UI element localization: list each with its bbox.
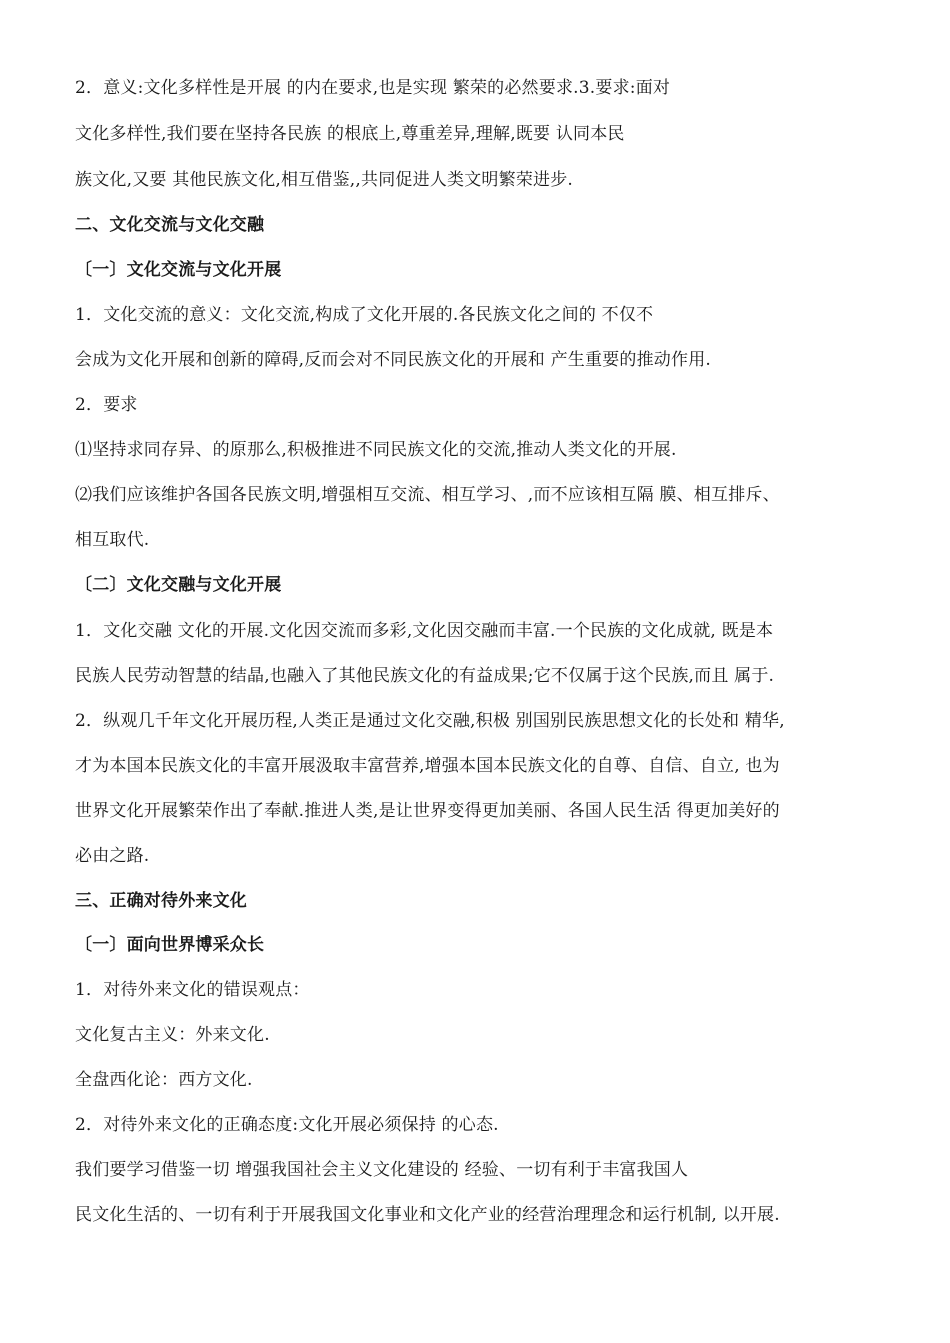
text-line: 才为本国本民族文化的丰富开展汲取丰富营养,增强本国本民族文化的自尊、自信、自立, 也为 <box>75 756 780 776</box>
text-line: 1．文化交融 文化的开展.文化因交流而多彩,文化因交融而丰富.一个民族的文化成就, 既是本 <box>75 621 774 641</box>
text-line: 族文化,又要 其他民族文化,相互借鉴,,共同促进人类文明繁荣进步. <box>75 170 574 190</box>
text-line: ⑴坚持求同存异、的原那么,积极推进不同民族文化的交流,推动人类文化的开展. <box>75 440 677 460</box>
text-line: 会成为文化开展和创新的障碍,反而会对不同民族文化的开展和 产生重要的推动作用. <box>75 350 712 370</box>
text-line: 文化复古主义：外来文化. <box>75 1025 270 1045</box>
text-line: 1．文化交流的意义：文化交流,构成了文化开展的.各民族文化之间的 不仅不 <box>75 305 654 325</box>
text-line: ⑵我们应该维护各国各民族文明,增强相互交流、相互学习、,而不应该相互隔 膜、相互排斥、 <box>75 485 780 505</box>
text-line: 全盘西化论：西方文化. <box>75 1070 253 1090</box>
text-line: 2．意义:文化多样性是开展 的内在要求,也是实现 繁荣的必然要求.3.要求:面对 <box>75 78 671 98</box>
text-line: 世界文化开展繁荣作出了奉献.推进人类,是让世界变得更加美丽、各国人民生活 得更加美好的 <box>75 801 780 821</box>
subsection-heading: 〔一〕文化交流与文化开展 <box>75 260 282 280</box>
section-heading: 二、文化交流与文化交融 <box>75 215 265 235</box>
text-line: 必由之路. <box>75 846 150 866</box>
text-line: 我们要学习借鉴一切 增强我国社会主义文化建设的 经验、一切有利于丰富我国人 <box>75 1160 689 1180</box>
text-line: 2．纵观几千年文化开展历程,人类正是通过文化交融,积极 别国别民族思想文化的长处和 精华, <box>75 711 785 731</box>
text-line: 1．对待外来文化的错误观点： <box>75 980 310 1000</box>
text-line: 文化多样性,我们要在坚持各民族 的根底上,尊重差异,理解,既要 认同本民 <box>75 124 625 144</box>
subsection-heading: 〔一〕面向世界博采众长 <box>75 935 265 955</box>
text-line: 2．要求 <box>75 395 138 415</box>
text-line: 民族人民劳动智慧的结晶,也融入了其他民族文化的有益成果;它不仅属于这个民族,而且 属于. <box>75 666 775 686</box>
text-line: 2．对待外来文化的正确态度:文化开展必须保持 的心态. <box>75 1115 499 1135</box>
section-heading: 三、正确对待外来文化 <box>75 891 247 911</box>
subsection-heading: 〔二〕文化交融与文化开展 <box>75 575 282 595</box>
text-line: 民文化生活的、一切有利于开展我国文化事业和文化产业的经营治理理念和运行机制, 以开展. <box>75 1205 780 1225</box>
text-line: 相互取代. <box>75 530 150 550</box>
